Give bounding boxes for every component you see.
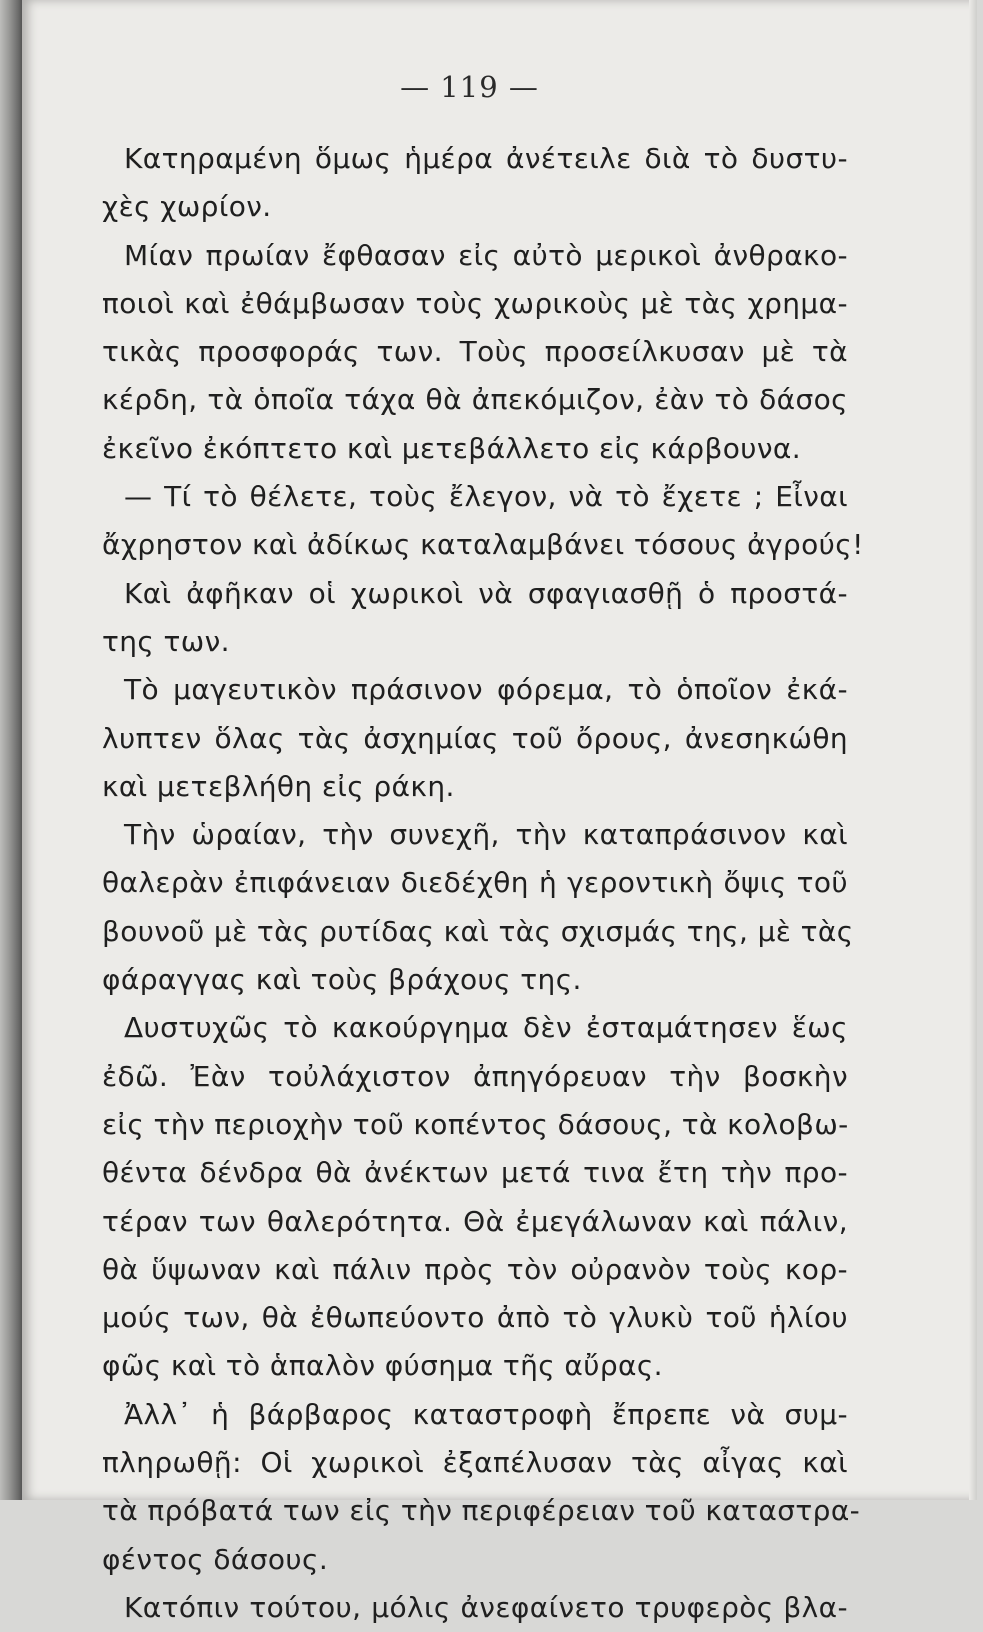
text-line: μούς των, θὰ ἐθωπεύοντο ἀπὸ τὸ γλυκὺ τοῦ ἡλίου [102, 1301, 848, 1335]
text-line: Κατηραμένη ὅμως ἡμέρα ἀνέτειλε διὰ τὸ δυστυ- [124, 142, 848, 175]
body-text [102, 135, 864, 1632]
text-line: ἄχρηστον καὶ ἀδίκως καταλαμβάνει τόσους ἀγρούς! [102, 528, 864, 562]
text-line: ποιοὶ καὶ ἐθάμβωσαν τοὺς χωρικοὺς μὲ τὰς χρημα- [102, 286, 848, 320]
text-line: ἐδῶ. Ἐὰν τοὐλάχιστον ἀπηγόρευαν τὴν βοσκὴν [102, 1059, 848, 1093]
text-line: βουνοῦ μὲ τὰς ρυτίδας καὶ τὰς σχισμάς της, μὲ τὰς [102, 914, 854, 948]
text-line: πληρωθῇ: Οἱ χωρικοὶ ἐξαπέλυσαν τὰς αἶγας καὶ [102, 1446, 848, 1480]
text-line: Δυστυχῶς τὸ κακούργημα δὲν ἐσταμάτησεν ἕως [124, 1011, 848, 1045]
text-line: θέντα δένδρα θὰ ἀνέκτων μετά τινα ἔτη τὴν προ- [102, 1156, 848, 1190]
text-line: Τὴν ὡραίαν, τὴν συνεχῆ, τὴν καταπράσινον καὶ [124, 818, 848, 852]
text-line: Καὶ ἀφῆκαν οἱ χωρικοὶ νὰ σφαγιασθῇ ὁ προστά- [124, 576, 848, 610]
text-line: τὰ πρόβατά των εἰς τὴν περιφέρειαν τοῦ καταστρα- [102, 1494, 861, 1528]
text-line: λυπτεν ὅλας τὰς ἀσχημίας τοῦ ὄρους, ἀνεσηκώθη [102, 721, 848, 755]
text-line: κέρδη, τὰ ὁποῖα τάχα θὰ ἀπεκόμιζον, ἐὰν τὸ δάσος [102, 383, 848, 417]
text-line: φάραγγας καὶ τοὺς βράχους της. [102, 963, 582, 997]
text-line: — Τί τὸ θέλετε, τοὺς ἔλεγον, νὰ τὸ ἔχετε ; Εἶναι [124, 480, 848, 514]
page-number: — 119 — [400, 70, 539, 104]
book-page [22, 0, 977, 1624]
text-line: ἐκεῖνο ἐκόπτετο καὶ μετεβάλλετο εἰς κάρβουνα. [102, 431, 802, 465]
book-binding-edge [0, 0, 22, 1500]
text-line: τικὰς προσφοράς των. Τοὺς προσείλκυσαν μὲ τὰ [102, 335, 848, 369]
text-line: Μίαν πρωίαν ἔφθασαν εἰς αὐτὸ μερικοὶ ἀνθρακο- [124, 238, 848, 272]
page-right-edge [969, 0, 977, 1500]
text-line: Κατόπιν τούτου, μόλις ἀνεφαίνετο τρυφερὸς βλα- [124, 1590, 848, 1624]
text-line: καὶ μετεβλήθη εἰς ράκη. [102, 769, 455, 803]
text-line: φῶς καὶ τὸ ἁπαλὸν φύσημα τῆς αὔρας. [102, 1349, 663, 1383]
text-line: Ἀλλ᾽ ἡ βάρβαρος καταστροφὴ ἔπρεπε νὰ συμ- [124, 1397, 848, 1431]
text-line: θαλερὰν ἐπιφάνειαν διεδέχθη ἡ γεροντικὴ ὄψις τοῦ [102, 866, 848, 900]
text-line: χὲς χωρίον. [102, 190, 272, 224]
text-line: φέντος δάσους. [102, 1542, 329, 1576]
text-line: εἰς τὴν περιοχὴν τοῦ κοπέντος δάσους, τὰ κολοβω- [102, 1107, 849, 1141]
text-line: τέραν των θαλερότητα. Θὰ ἐμεγάλωναν καὶ πάλιν, [102, 1204, 848, 1238]
text-line: Τὸ μαγευτικὸν πράσινον φόρεμα, τὸ ὁποῖον ἐκά- [124, 673, 848, 707]
text-line: της των. [102, 624, 230, 658]
text-line: θὰ ὕψωναν καὶ πάλιν πρὸς τὸν οὐρανὸν τοὺς κορ- [102, 1252, 848, 1286]
